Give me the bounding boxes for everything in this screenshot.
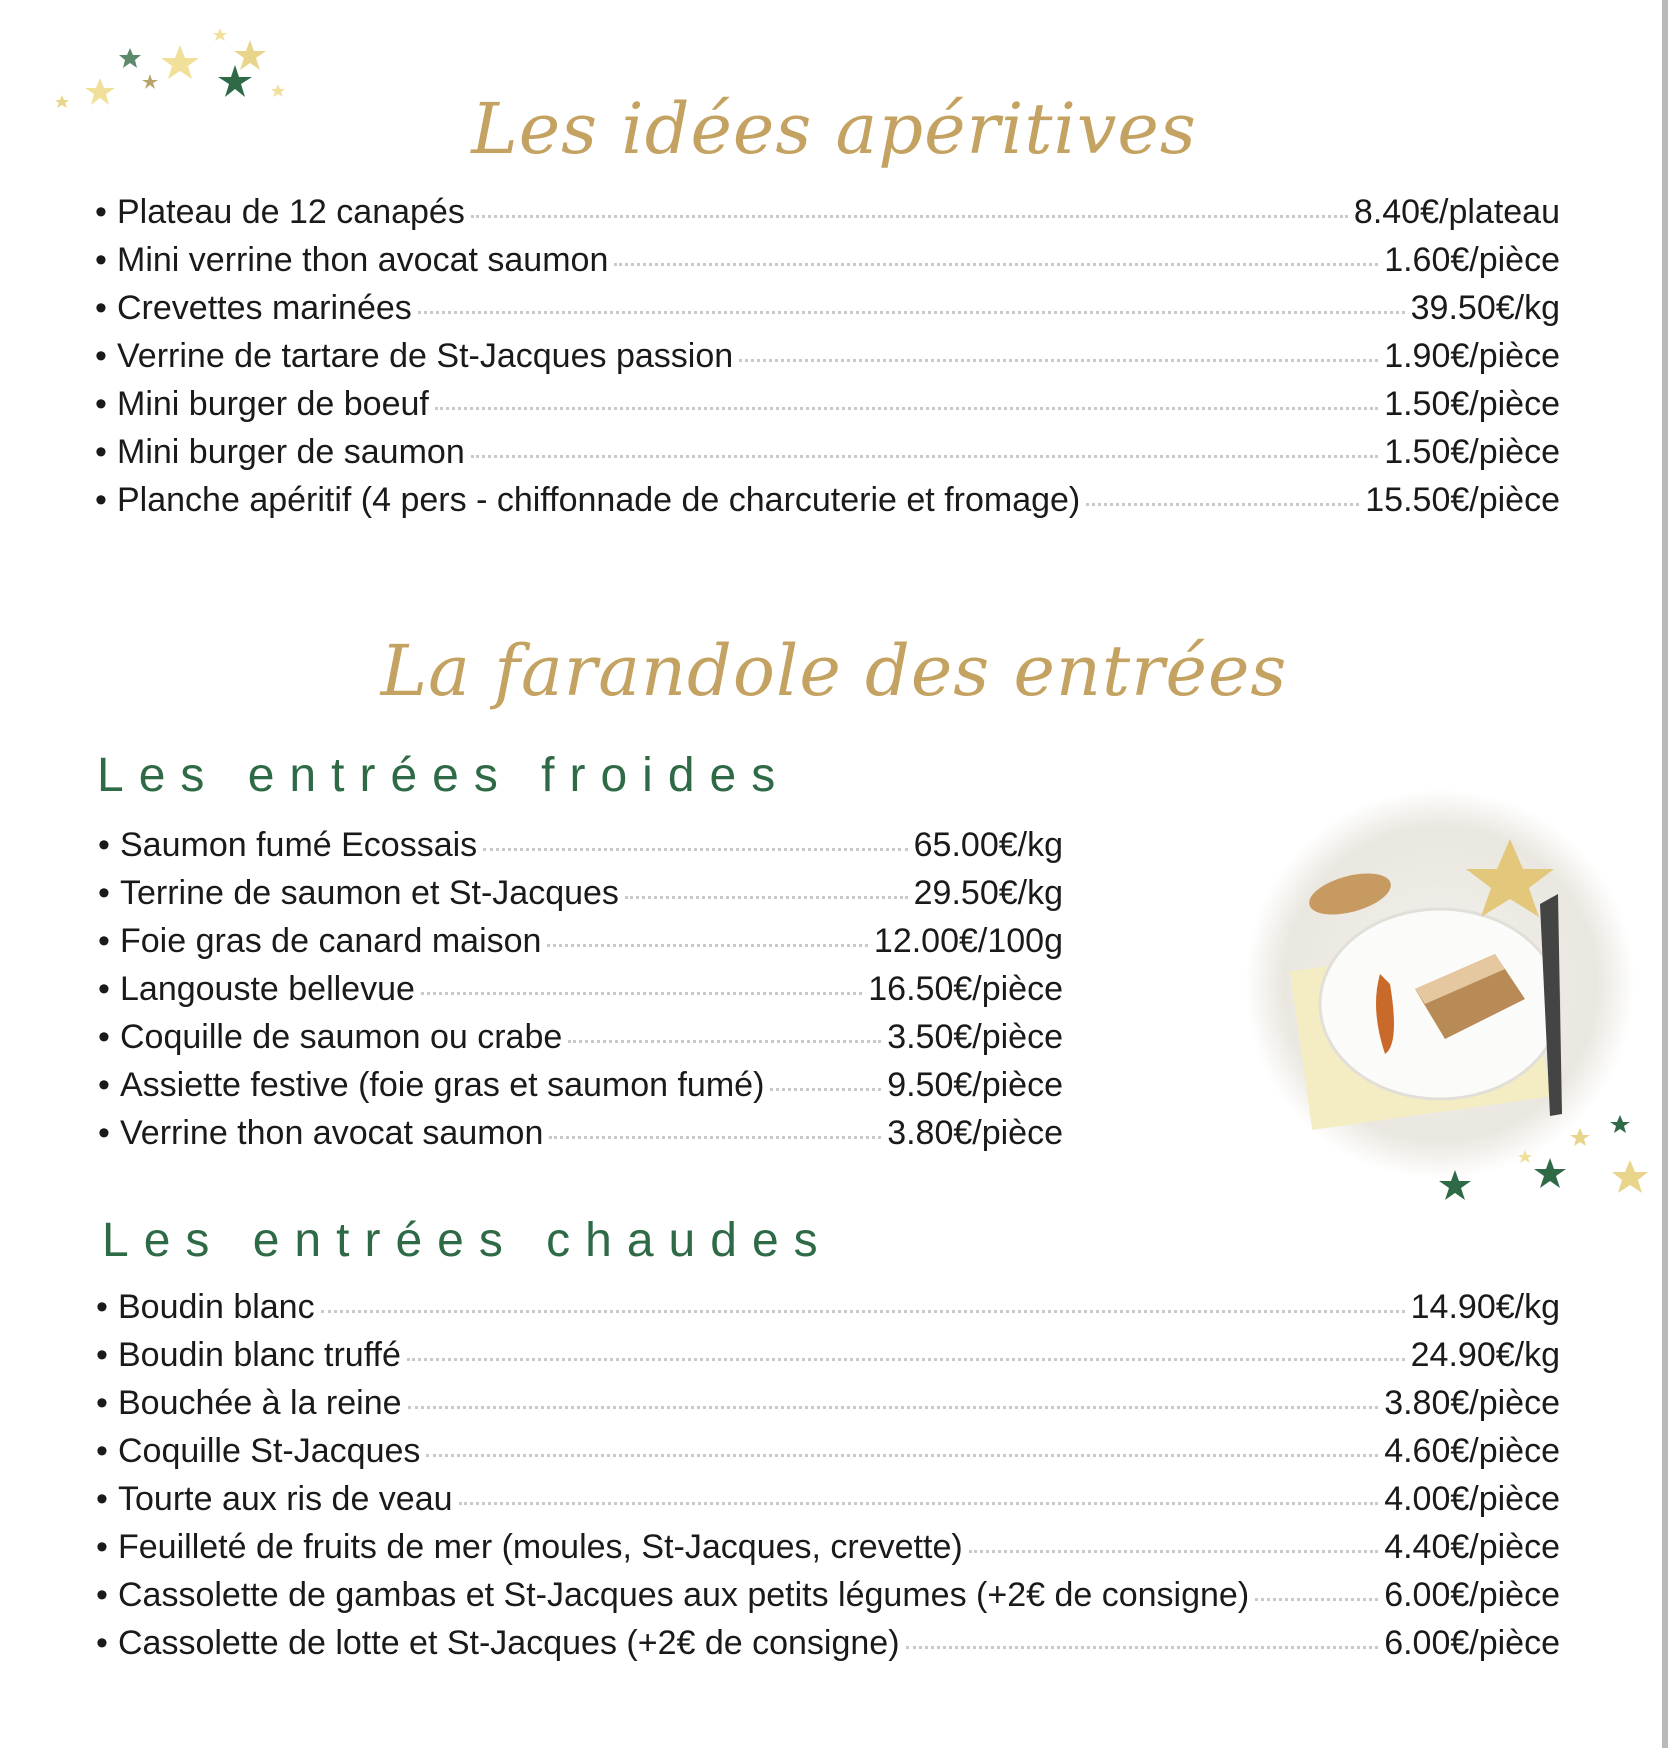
list-item: • Verrine de tartare de St-Jacques passion 1.90€/pièce xyxy=(95,337,1560,375)
item-name: Mini burger de boeuf xyxy=(117,385,429,423)
list-item: • Foie gras de canard maison 12.00€/100g xyxy=(98,922,1063,960)
item-price: 8.40€/plateau xyxy=(1353,193,1560,231)
star-icon xyxy=(1610,1115,1630,1133)
list-item: • Cassolette de gambas et St-Jacques aux petits légumes (+2€ de consigne) 6.00€/pièce xyxy=(96,1576,1560,1614)
page-edge xyxy=(1662,0,1668,1748)
item-name: Planche apéritif (4 pers - chiffonnade de charcuterie et fromage) xyxy=(117,481,1081,519)
froides-list xyxy=(98,826,1063,1162)
item-price: 65.00€/kg xyxy=(913,826,1063,864)
item-name: Saumon fumé Ecossais xyxy=(120,826,478,864)
list-item: • Cassolette de lotte et St-Jacques (+2€ de consigne) 6.00€/pièce xyxy=(96,1624,1560,1662)
item-price: 39.50€/kg xyxy=(1410,289,1560,327)
list-item: • Verrine thon avocat saumon 3.80€/pièce xyxy=(98,1114,1063,1152)
item-name: Coquille de saumon ou crabe xyxy=(120,1018,563,1056)
star-cluster-right xyxy=(1430,1100,1650,1210)
item-name: Feuilleté de fruits de mer (moules, St-Jacques, crevette) xyxy=(118,1528,963,1566)
item-name: Mini verrine thon avocat saumon xyxy=(117,241,609,279)
item-price: 6.00€/pièce xyxy=(1384,1624,1560,1662)
list-item: • Feuilleté de fruits de mer (moules, St-Jacques, crevette) 4.40€/pièce xyxy=(96,1528,1560,1566)
list-item: • Mini burger de boeuf 1.50€/pièce xyxy=(95,385,1560,423)
item-name: Terrine de saumon et St-Jacques xyxy=(120,874,619,912)
list-item: • Coquille St-Jacques 4.60€/pièce xyxy=(96,1432,1560,1470)
star-icon xyxy=(1518,1150,1532,1163)
star-icon xyxy=(1439,1170,1471,1200)
item-price: 4.60€/pièce xyxy=(1384,1432,1560,1470)
star-icon xyxy=(1534,1158,1566,1188)
item-name: Coquille St-Jacques xyxy=(118,1432,421,1470)
item-price: 3.80€/pièce xyxy=(1384,1384,1560,1422)
item-price: 4.40€/pièce xyxy=(1384,1528,1560,1566)
star-icon xyxy=(234,40,266,70)
star-icon xyxy=(213,28,227,41)
item-price: 3.50€/pièce xyxy=(887,1018,1063,1056)
item-name: Assiette festive (foie gras et saumon fumé) xyxy=(120,1066,765,1104)
list-item: • Planche apéritif (4 pers - chiffonnade de charcuterie et fromage) 15.50€/pièce xyxy=(95,481,1560,519)
item-price: 1.50€/pièce xyxy=(1384,433,1560,471)
section-title-aperitifs: Les idées apéritives xyxy=(471,88,1197,170)
item-price: 1.50€/pièce xyxy=(1384,385,1560,423)
item-price: 4.00€/pièce xyxy=(1384,1480,1560,1518)
item-price: 6.00€/pièce xyxy=(1384,1576,1560,1614)
item-price: 16.50€/pièce xyxy=(868,970,1063,1008)
item-name: Cassolette de gambas et St-Jacques aux petits légumes (+2€ de consigne) xyxy=(118,1576,1250,1614)
item-name: Cassolette de lotte et St-Jacques (+2€ de consigne) xyxy=(118,1624,900,1662)
item-price: 15.50€/pièce xyxy=(1365,481,1560,519)
item-name: Verrine de tartare de St-Jacques passion xyxy=(117,337,734,375)
item-name: Verrine thon avocat saumon xyxy=(120,1114,544,1152)
list-item: • Boudin blanc truffé 24.90€/kg xyxy=(96,1336,1560,1374)
aperitif-list xyxy=(95,193,1560,529)
item-name: Boudin blanc xyxy=(118,1288,315,1326)
section-title-entrees: La farandole des entrées xyxy=(380,630,1288,712)
item-price: 1.60€/pièce xyxy=(1384,241,1560,279)
item-price: 1.90€/pièce xyxy=(1384,337,1560,375)
list-item: • Bouchée à la reine 3.80€/pièce xyxy=(96,1384,1560,1422)
list-item: • Boudin blanc 14.90€/kg xyxy=(96,1288,1560,1326)
item-price: 9.50€/pièce xyxy=(887,1066,1063,1104)
star-icon xyxy=(1612,1160,1648,1193)
item-price: 14.90€/kg xyxy=(1410,1288,1560,1326)
item-price: 24.90€/kg xyxy=(1410,1336,1560,1374)
star-icon xyxy=(161,45,199,79)
list-item: • Terrine de saumon et St-Jacques 29.50€/kg xyxy=(98,874,1063,912)
item-name: Plateau de 12 canapés xyxy=(117,193,465,231)
item-name: Tourte aux ris de veau xyxy=(118,1480,453,1518)
item-name: Boudin blanc truffé xyxy=(118,1336,401,1374)
star-icon xyxy=(142,74,158,89)
list-item: • Saumon fumé Ecossais 65.00€/kg xyxy=(98,826,1063,864)
list-item: • Coquille de saumon ou crabe 3.50€/pièce xyxy=(98,1018,1063,1056)
item-price: 3.80€/pièce xyxy=(887,1114,1063,1152)
star-icon xyxy=(1570,1128,1590,1146)
item-name: Crevettes marinées xyxy=(117,289,412,327)
list-item: • Mini burger de saumon 1.50€/pièce xyxy=(95,433,1560,471)
subsection-title-froides: Les entrées froides xyxy=(97,749,791,802)
list-item: • Plateau de 12 canapés 8.40€/plateau xyxy=(95,193,1560,231)
list-item: • Assiette festive (foie gras et saumon fumé) 9.50€/pièce xyxy=(98,1066,1063,1104)
star-icon xyxy=(119,48,141,68)
list-item: • Tourte aux ris de veau 4.00€/pièce xyxy=(96,1480,1560,1518)
item-price: 12.00€/100g xyxy=(873,922,1063,960)
list-item: • Langouste bellevue 16.50€/pièce xyxy=(98,970,1063,1008)
list-item: • Mini verrine thon avocat saumon 1.60€/pièce xyxy=(95,241,1560,279)
item-price: 29.50€/kg xyxy=(913,874,1063,912)
chaudes-list xyxy=(96,1288,1560,1672)
item-name: Foie gras de canard maison xyxy=(120,922,542,960)
item-name: Mini burger de saumon xyxy=(117,433,465,471)
item-name: Bouchée à la reine xyxy=(118,1384,402,1422)
list-item: • Crevettes marinées 39.50€/kg xyxy=(95,289,1560,327)
subsection-title-chaudes: Les entrées chaudes xyxy=(102,1214,833,1267)
item-name: Langouste bellevue xyxy=(120,970,415,1008)
